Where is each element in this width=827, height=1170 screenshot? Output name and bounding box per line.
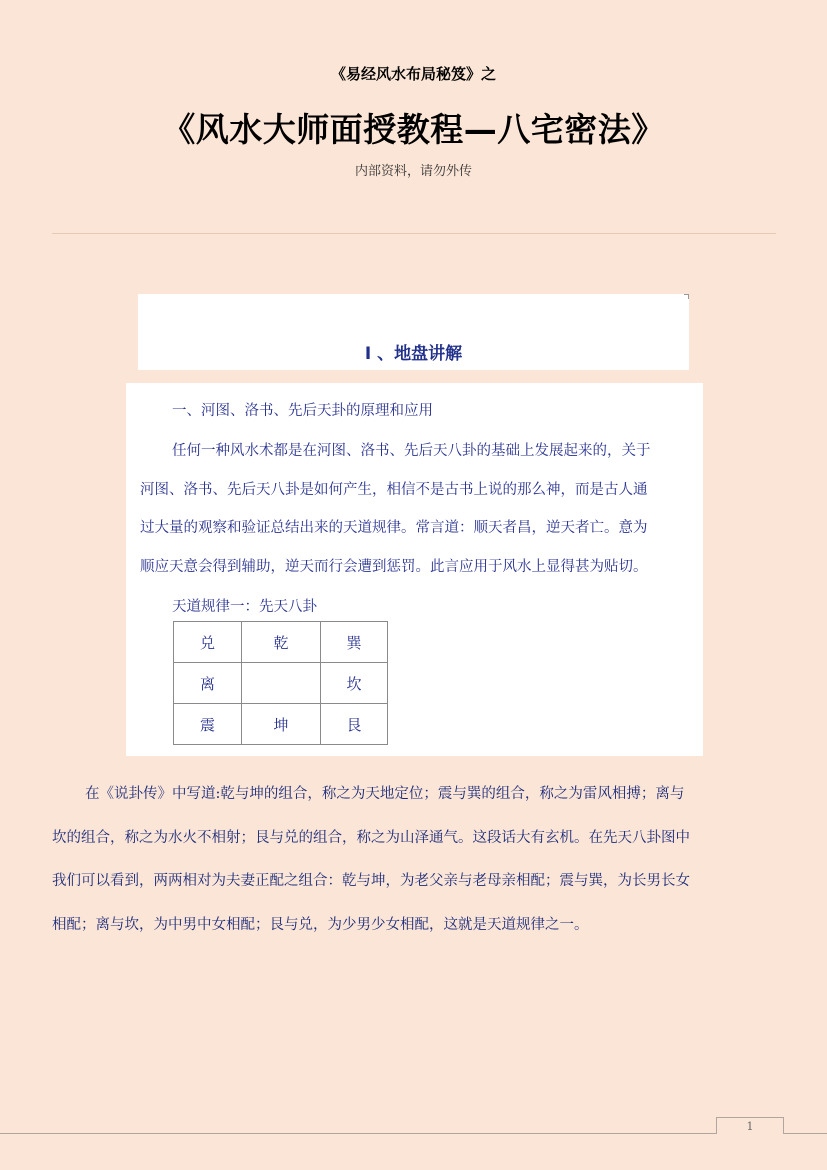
- section-banner-image: [138, 294, 689, 370]
- series-title: 《易经风水布局秘笈》之: [330, 65, 496, 83]
- grid-cell: 巽: [321, 622, 388, 663]
- document-title: 《风水大师面授教程—八宅密法》: [162, 110, 665, 149]
- excerpt-line: 顺应天意会得到辅助，逆天而行会遭到惩罚。此言应用于风水上显得甚为贴切。: [140, 558, 648, 575]
- bagua-grid: [173, 621, 388, 745]
- grid-row: [174, 622, 388, 663]
- body-line: 坎的组合，称之为水火不相射；艮与兑的组合，称之为山泽通气。这段话大有玄机。在先天八卦图中: [52, 829, 690, 846]
- grid-cell: 离: [174, 663, 242, 704]
- header-divider: [52, 233, 776, 234]
- excerpt-heading: 一、河图、洛书、先后天卦的原理和应用: [172, 403, 433, 419]
- grid-row: [174, 663, 388, 704]
- excerpt-line: 过大量的观察和验证总结出来的天道规律。常言道：顺天者昌，逆天者亡。意为: [140, 520, 648, 536]
- grid-cell: [242, 663, 321, 704]
- grid-cell: 坎: [321, 663, 388, 704]
- excerpt-line: 任何一种风水术都是在河图、洛书、先后天八卦的基础上发展起来的，关于: [172, 443, 651, 459]
- body-line: 我们可以看到，两两相对为夫妻正配之组合：乾与坤，为老父亲与老母亲相配；震与巽，为长男长女: [52, 873, 690, 889]
- excerpt-image: [126, 383, 703, 756]
- body-paragraph: [52, 773, 780, 947]
- grid-cell: 艮: [321, 704, 388, 745]
- body-line: 相配；离与坎，为中男中女相配；艮与兑，为少男少女相配，这就是天道规律之一。: [52, 916, 589, 933]
- grid-cell: 震: [174, 704, 242, 745]
- footer-line: [0, 1133, 827, 1134]
- section-heading: I 、地盘讲解: [364, 344, 463, 364]
- body-line: 在《说卦传》中写道:乾与坤的组合，称之为天地定位；震与巽的组合，称之为雷风相搏；离与: [85, 786, 685, 802]
- grid-row: [174, 704, 388, 745]
- excerpt-line: 河图、洛书、先后天八卦是如何产生，相信不是古书上说的那么神，而是古人通: [140, 481, 648, 498]
- grid-cell: 兑: [174, 622, 242, 663]
- excerpt-paragraph: [140, 432, 692, 586]
- grid-cell: 乾: [242, 622, 321, 663]
- page-number: 1: [716, 1117, 784, 1134]
- document-subtitle: 内部资料，请勿外传: [354, 164, 472, 179]
- law-label: 天道规律一：先天八卦: [172, 599, 317, 615]
- grid-cell: 坤: [242, 704, 321, 745]
- image-corner-mark: [684, 294, 689, 299]
